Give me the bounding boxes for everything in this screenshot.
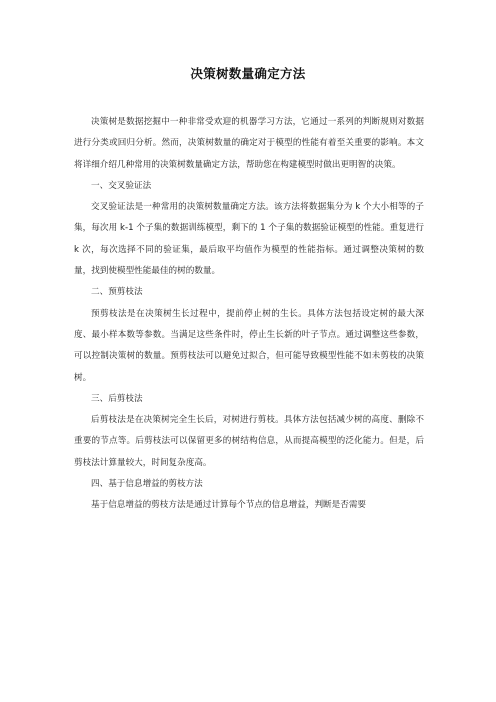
intro-paragraph: 决策树是数据挖掘中一种非常受欢迎的机器学习方法，它通过一系列的判断规则对数据进行分类或回归分析。然而，决策树数量的确定对于模型的性能有着至关重要的影响。本文将详细介绍几种常用的决策树数量确定方法，帮助您在构建模型时做出更明智的决策。 <box>74 117 424 170</box>
section-heading-cross-validation: 一、交叉验证法 <box>91 180 152 191</box>
section-body-post-pruning: 后剪枝法是在决策树完全生长后，对树进行剪枝。具体方法包括减少树的高度、删除不重要的节点等。后剪枝法可以保留更多的树结构信息，从而提高模型的泛化能力。但是，后剪枝法计算量较大，时间复杂度高。 <box>74 415 424 468</box>
section-body-pre-pruning: 预剪枝法是在决策树生长过程中，提前停止树的生长。具体方法包括设定树的最大深度、最小样本数等参数。当满足这些条件时，停止生长新的叶子节点。通过调整这些参数，可以控制决策树的数量。预剪枝法可以避免过拟合，但可能导致模型性能不如未剪枝的决策树。 <box>74 308 424 383</box>
section-heading-pre-pruning: 二、预剪枝法 <box>91 287 143 298</box>
section-heading-post-pruning: 三、后剪枝法 <box>91 393 143 404</box>
section-heading-info-gain-pruning: 四、基于信息增益的剪枝方法 <box>91 479 203 490</box>
section-body-cross-validation: 交叉验证法是一种常用的决策树数量确定方法。该方法将数据集分为 k 个大小相等的子集，每次用 k-1 个子集的数据训练模型，剩下的 1 个子集的数据验证模型的性能。重复进行 k 次，每次选择不同的验证集，最后取平均值作为模型的性能指标。通过调整决策树的数量，找到使模型性能最佳的树的数量。 <box>74 202 424 277</box>
document-body <box>74 112 424 517</box>
section-body-info-gain-pruning: 基于信息增益的剪枝方法是通过计算每个节点的信息增益，判断是否需要 <box>91 500 367 511</box>
document-title: 决策树数量确定方法 <box>190 66 306 81</box>
